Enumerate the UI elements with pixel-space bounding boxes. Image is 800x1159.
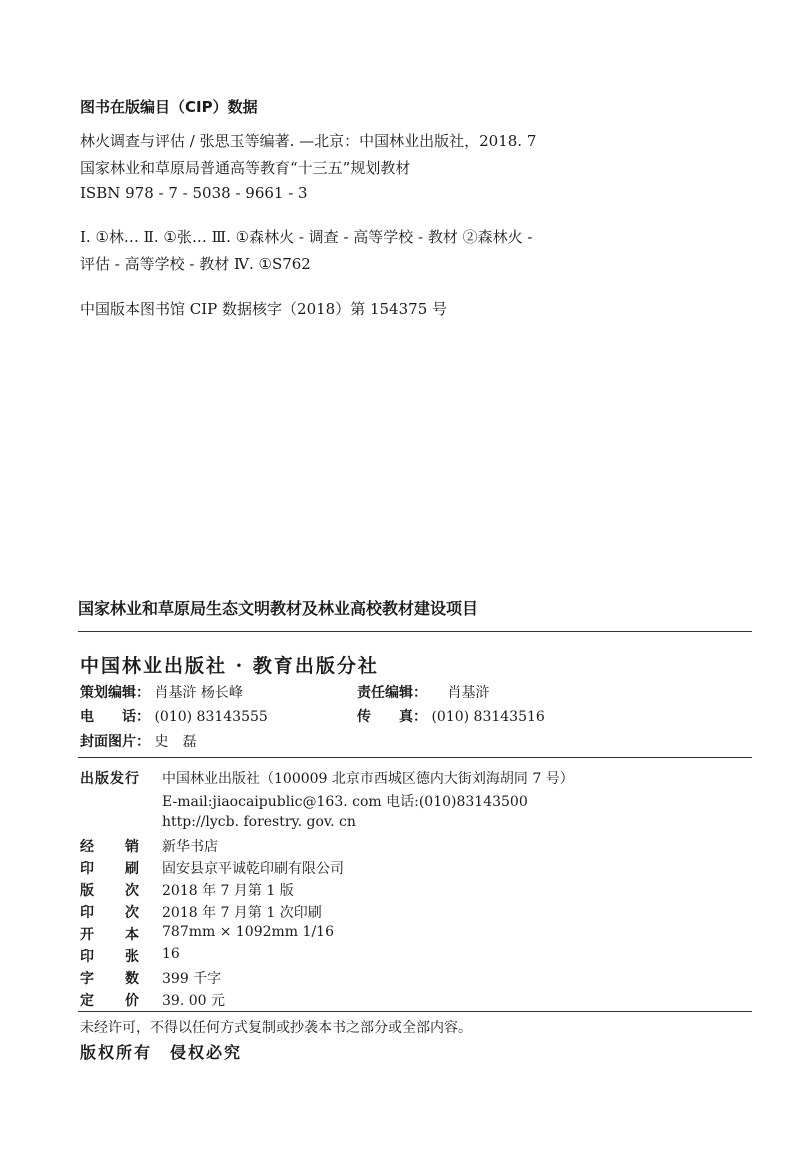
info-row-label: 定 价 — [80, 993, 140, 1009]
fax-label: 传 真： — [357, 709, 427, 725]
info-row-label: 开 本 — [80, 927, 140, 943]
planning-editor-value: 肖基浒 杨长峰 — [154, 685, 243, 701]
distribution-label: 出版发行 — [80, 771, 140, 787]
planning-editor-label: 策划编辑： — [80, 685, 150, 701]
responsible-editor-value: 肖基浒 — [447, 685, 490, 701]
all-rights-reserved: 版权所有 侵权必究 — [80, 1043, 243, 1062]
project-title: 国家林业和草原局生态文明教材及林业高校教材建设项目 — [78, 599, 479, 618]
responsible-editor-label: 责任编辑： — [357, 685, 427, 701]
info-row-label: 版 次 — [80, 883, 140, 899]
cip-heading: 图书在版编目（CIP）数据 — [80, 98, 258, 116]
cip-classification-2: 评估 - 高等学校 - 教材 Ⅳ. ①S762 — [80, 255, 311, 273]
divider — [78, 757, 752, 758]
cover-photo-label: 封面图片： — [80, 734, 150, 750]
info-row-label: 印 张 — [80, 949, 140, 965]
info-row-value: 2018 年 7 月第 1 版 — [162, 883, 294, 899]
info-row-value: 39. 00 元 — [162, 993, 225, 1009]
info-row-value: 新华书店 — [162, 839, 218, 855]
info-row-label: 印 刷 — [80, 861, 140, 877]
copyright-notice: 未经许可，不得以任何方式复制或抄袭本书之部分或全部内容。 — [80, 1020, 472, 1036]
info-row-label: 印 次 — [80, 905, 140, 921]
info-row-label: 字 数 — [80, 971, 140, 987]
cip-number: 中国版本图书馆 CIP 数据核字（2018）第 154375 号 — [80, 300, 448, 318]
cip-classification-1: Ⅰ. ①林… Ⅱ. ①张… Ⅲ. ①森林火 - 调查 - 高等学校 - 教材 ②森林火 - — [80, 228, 533, 246]
divider — [78, 1011, 752, 1012]
divider — [78, 631, 752, 632]
info-row-value: 固安县京平诚乾印刷有限公司 — [162, 861, 344, 877]
email-line: E-mail:jiaocaipublic@163. com 电话:(010)83143500 — [162, 794, 528, 810]
cip-title-line: 林火调查与评估 / 张思玉等编著. —北京：中国林业出版社，2018. 7 — [80, 132, 537, 150]
phone-value: (010) 83143555 — [154, 709, 268, 725]
distribution-value: 中国林业出版社（100009 北京市西城区德内大街刘海胡同 7 号） — [162, 771, 574, 787]
publisher-name: 中国林业出版社 · 教育出版分社 — [80, 655, 379, 677]
cover-photo-value: 史 磊 — [154, 734, 197, 750]
info-row-value: 2018 年 7 月第 1 次印刷 — [162, 905, 322, 921]
cip-series-line: 国家林业和草原局普通高等教育“十三五”规划教材 — [80, 159, 411, 177]
info-row-value: 787mm × 1092mm 1/16 — [162, 924, 334, 940]
info-row-value: 16 — [162, 946, 180, 962]
cip-isbn: ISBN 978 - 7 - 5038 - 9661 - 3 — [80, 184, 308, 202]
website-line: http://lycb. forestry. gov. cn — [162, 814, 356, 830]
info-row-label: 经 销 — [80, 839, 140, 855]
info-row-value: 399 千字 — [162, 971, 222, 987]
phone-label: 电 话： — [80, 709, 150, 725]
fax-value: (010) 83143516 — [431, 709, 545, 725]
